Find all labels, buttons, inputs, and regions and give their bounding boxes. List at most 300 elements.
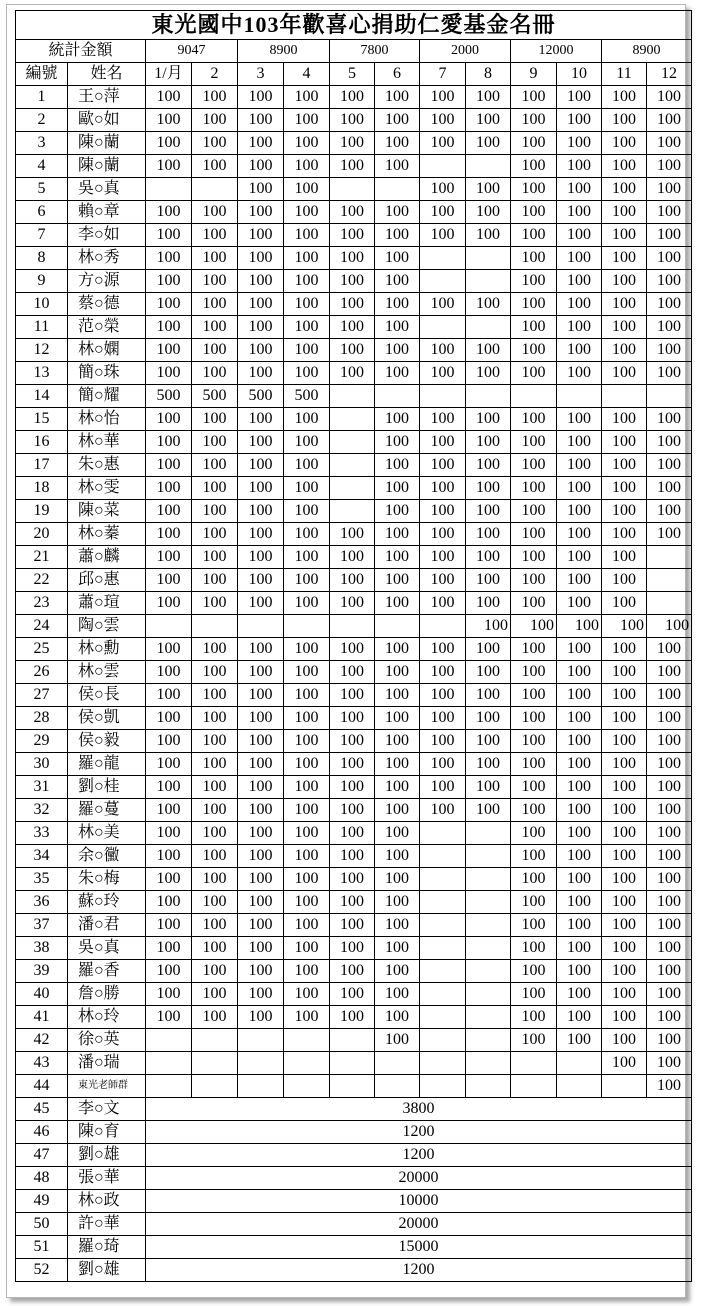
header-month: 5 <box>330 63 375 86</box>
month-amount <box>146 1075 192 1098</box>
month-amount: 100 <box>557 86 602 109</box>
month-amount: 100 <box>146 362 192 385</box>
month-amount: 100 <box>238 500 284 523</box>
month-amount: 100 <box>330 132 375 155</box>
month-amount: 100 <box>330 1006 375 1029</box>
month-amount: 100 <box>284 638 330 661</box>
month-amount: 100 <box>330 155 375 178</box>
donor-row <box>16 385 692 408</box>
month-amount: 100 <box>238 730 284 753</box>
month-amount: 100 <box>238 684 284 707</box>
donor-name: 蔡○德 <box>68 293 146 316</box>
row-number: 49 <box>16 1190 68 1213</box>
month-amount: 100 <box>557 201 602 224</box>
month-amount: 100 <box>284 684 330 707</box>
month-amount: 100 <box>238 316 284 339</box>
row-number: 28 <box>16 707 68 730</box>
month-amount: 100 <box>375 960 420 983</box>
month-amount: 100 <box>511 109 557 132</box>
month-amount: 100 <box>375 523 420 546</box>
month-amount <box>330 615 375 638</box>
month-amount <box>375 1075 420 1098</box>
donor-name: 詹○勝 <box>68 983 146 1006</box>
month-amount: 100 <box>420 592 466 615</box>
donor-name: 徐○英 <box>68 1029 146 1052</box>
month-amount: 100 <box>557 707 602 730</box>
row-number: 13 <box>16 362 68 385</box>
month-amount: 100 <box>511 362 557 385</box>
month-amount <box>557 1052 602 1075</box>
month-amount: 100 <box>602 316 647 339</box>
month-amount: 100 <box>375 914 420 937</box>
donor-name: 張○華 <box>68 1167 146 1190</box>
header-month: 7 <box>420 63 466 86</box>
month-amount: 100 <box>330 316 375 339</box>
donor-name: 朱○惠 <box>68 454 146 477</box>
month-amount: 100 <box>466 730 511 753</box>
month-amount: 100 <box>647 1029 692 1052</box>
donor-name: 潘○君 <box>68 914 146 937</box>
month-amount: 100 <box>420 661 466 684</box>
month-amount: 100 <box>375 983 420 1006</box>
month-amount: 100 <box>557 776 602 799</box>
lump-amount: 1200 <box>146 1144 692 1167</box>
month-amount: 100 <box>466 707 511 730</box>
month-amount: 100 <box>146 454 192 477</box>
month-amount: 100 <box>146 983 192 1006</box>
donor-name: 林○政 <box>68 1190 146 1213</box>
month-amount: 100 <box>420 477 466 500</box>
month-amount: 100 <box>238 477 284 500</box>
month-amount: 100 <box>647 822 692 845</box>
month-amount <box>466 937 511 960</box>
month-amount: 100 <box>420 684 466 707</box>
month-amount: 100 <box>146 86 192 109</box>
donor-row <box>16 845 692 868</box>
month-amount: 100 <box>375 937 420 960</box>
month-amount: 100 <box>466 546 511 569</box>
month-amount: 100 <box>466 753 511 776</box>
month-amount <box>466 1052 511 1075</box>
month-amount: 100 <box>330 983 375 1006</box>
donor-row <box>16 983 692 1006</box>
month-amount: 100 <box>647 247 692 270</box>
month-amount: 100 <box>557 960 602 983</box>
row-number: 33 <box>16 822 68 845</box>
month-amount: 100 <box>420 546 466 569</box>
month-amount: 100 <box>330 592 375 615</box>
donor-name: 邱○惠 <box>68 569 146 592</box>
month-amount <box>647 592 692 615</box>
month-amount: 100 <box>146 500 192 523</box>
donor-name: 簡○耀 <box>68 385 146 408</box>
header-name: 姓名 <box>68 63 146 86</box>
donor-row <box>16 684 692 707</box>
totals-label: 統計金額 <box>16 40 146 63</box>
month-amount <box>420 615 466 638</box>
row-number: 31 <box>16 776 68 799</box>
month-amount: 100 <box>557 1029 602 1052</box>
month-amount: 100 <box>192 684 238 707</box>
month-amount: 100 <box>511 86 557 109</box>
month-amount: 100 <box>602 661 647 684</box>
total-cell: 8900 <box>238 40 330 63</box>
row-number: 52 <box>16 1259 68 1282</box>
donor-name: 李○如 <box>68 224 146 247</box>
month-amount <box>420 983 466 1006</box>
month-amount: 100 <box>284 293 330 316</box>
donor-row <box>16 523 692 546</box>
month-amount: 100 <box>146 201 192 224</box>
month-amount: 100 <box>238 592 284 615</box>
month-amount: 100 <box>146 638 192 661</box>
donor-name: 陳○菜 <box>68 500 146 523</box>
month-amount: 100 <box>602 638 647 661</box>
month-amount: 500 <box>192 385 238 408</box>
month-amount <box>420 937 466 960</box>
month-amount: 100 <box>284 132 330 155</box>
month-amount <box>330 1075 375 1098</box>
month-amount <box>284 1075 330 1098</box>
donor-name: 劉○雄 <box>68 1144 146 1167</box>
month-amount <box>602 1075 647 1098</box>
donor-name: 林○勳 <box>68 638 146 661</box>
month-amount: 100 <box>466 224 511 247</box>
month-amount: 100 <box>647 707 692 730</box>
header-month: 11 <box>602 63 647 86</box>
month-amount: 100 <box>602 891 647 914</box>
month-amount <box>192 1075 238 1098</box>
month-amount: 100 <box>192 753 238 776</box>
month-amount: 100 <box>375 776 420 799</box>
donor-name: 東光老師群 <box>68 1075 146 1098</box>
month-amount: 100 <box>238 454 284 477</box>
month-amount: 100 <box>192 155 238 178</box>
month-amount: 100 <box>557 569 602 592</box>
month-amount: 100 <box>420 799 466 822</box>
month-amount: 100 <box>330 891 375 914</box>
month-amount: 100 <box>647 293 692 316</box>
month-amount <box>330 178 375 201</box>
month-amount: 100 <box>375 500 420 523</box>
month-amount: 100 <box>238 293 284 316</box>
donor-name: 羅○琦 <box>68 1236 146 1259</box>
donor-row <box>16 891 692 914</box>
month-amount: 100 <box>557 684 602 707</box>
month-amount <box>420 1029 466 1052</box>
month-amount: 100 <box>375 224 420 247</box>
month-amount: 100 <box>375 661 420 684</box>
month-amount <box>146 178 192 201</box>
month-amount: 100 <box>192 914 238 937</box>
month-amount <box>284 615 330 638</box>
month-amount: 100 <box>647 155 692 178</box>
month-amount: 100 <box>284 431 330 454</box>
row-number: 12 <box>16 339 68 362</box>
month-amount <box>420 1006 466 1029</box>
month-amount <box>466 868 511 891</box>
month-amount: 100 <box>511 960 557 983</box>
month-amount: 100 <box>375 132 420 155</box>
month-amount: 100 <box>557 615 602 638</box>
month-amount: 100 <box>375 845 420 868</box>
month-amount: 100 <box>647 1052 692 1075</box>
donor-name: 賴○章 <box>68 201 146 224</box>
donor-row <box>16 776 692 799</box>
month-amount: 100 <box>602 868 647 891</box>
row-number: 44 <box>16 1075 68 1098</box>
month-amount: 100 <box>602 960 647 983</box>
donor-name: 林○怡 <box>68 408 146 431</box>
month-amount: 100 <box>146 1006 192 1029</box>
month-amount: 100 <box>192 1006 238 1029</box>
month-amount: 100 <box>466 201 511 224</box>
month-amount: 100 <box>466 362 511 385</box>
month-amount <box>192 615 238 638</box>
month-amount <box>420 960 466 983</box>
donor-row <box>16 753 692 776</box>
row-number: 48 <box>16 1167 68 1190</box>
month-amount: 100 <box>557 661 602 684</box>
month-amount: 100 <box>375 477 420 500</box>
donor-row <box>16 477 692 500</box>
month-amount: 100 <box>557 891 602 914</box>
month-amount: 100 <box>238 155 284 178</box>
month-amount: 100 <box>192 109 238 132</box>
row-number: 24 <box>16 615 68 638</box>
month-amount: 100 <box>192 638 238 661</box>
month-amount: 100 <box>602 201 647 224</box>
month-amount: 100 <box>284 569 330 592</box>
month-amount: 100 <box>557 592 602 615</box>
month-amount: 100 <box>511 454 557 477</box>
month-amount: 100 <box>375 569 420 592</box>
header-month: 1/月 <box>146 63 192 86</box>
month-amount <box>466 247 511 270</box>
month-amount: 100 <box>420 431 466 454</box>
donor-name: 陳○育 <box>68 1121 146 1144</box>
row-number: 51 <box>16 1236 68 1259</box>
month-amount: 100 <box>420 86 466 109</box>
month-amount: 100 <box>557 339 602 362</box>
month-amount: 100 <box>557 362 602 385</box>
month-amount: 100 <box>602 592 647 615</box>
month-amount: 100 <box>284 477 330 500</box>
month-amount: 100 <box>375 638 420 661</box>
total-cell: 9047 <box>146 40 238 63</box>
month-amount: 100 <box>511 316 557 339</box>
month-amount: 500 <box>238 385 284 408</box>
month-amount: 100 <box>602 178 647 201</box>
donor-name: 朱○梅 <box>68 868 146 891</box>
donor-row <box>16 661 692 684</box>
month-amount: 100 <box>511 753 557 776</box>
month-amount: 100 <box>466 408 511 431</box>
month-amount: 100 <box>420 201 466 224</box>
lump-donor-row <box>16 1236 692 1259</box>
donor-row <box>16 247 692 270</box>
month-amount: 100 <box>146 132 192 155</box>
ledger-title: 東光國中103年歡喜心捐助仁愛基金名冊 <box>16 11 692 40</box>
month-amount: 500 <box>284 385 330 408</box>
month-amount <box>511 385 557 408</box>
donor-name: 吳○真 <box>68 937 146 960</box>
month-amount: 100 <box>284 937 330 960</box>
row-number: 11 <box>16 316 68 339</box>
lump-donor-row <box>16 1121 692 1144</box>
month-amount: 100 <box>647 661 692 684</box>
month-amount: 100 <box>647 868 692 891</box>
header-month: 8 <box>466 63 511 86</box>
donor-row <box>16 224 692 247</box>
donor-name: 吳○真 <box>68 178 146 201</box>
month-amount <box>238 1052 284 1075</box>
month-amount: 100 <box>238 546 284 569</box>
month-amount: 100 <box>466 776 511 799</box>
month-amount: 100 <box>557 247 602 270</box>
month-amount: 100 <box>511 707 557 730</box>
month-amount: 100 <box>238 247 284 270</box>
month-amount: 100 <box>375 592 420 615</box>
month-amount: 100 <box>238 661 284 684</box>
month-amount: 100 <box>420 224 466 247</box>
month-amount: 100 <box>466 569 511 592</box>
row-number: 26 <box>16 661 68 684</box>
month-amount: 100 <box>511 155 557 178</box>
month-amount: 100 <box>146 339 192 362</box>
month-amount: 100 <box>420 753 466 776</box>
donor-row <box>16 86 692 109</box>
donor-row <box>16 293 692 316</box>
month-amount: 100 <box>647 109 692 132</box>
month-amount: 100 <box>330 523 375 546</box>
month-amount: 100 <box>420 454 466 477</box>
month-amount <box>330 500 375 523</box>
donor-name: 林○雯 <box>68 477 146 500</box>
month-amount: 100 <box>192 454 238 477</box>
row-number: 43 <box>16 1052 68 1075</box>
month-amount: 100 <box>420 362 466 385</box>
month-amount: 100 <box>420 523 466 546</box>
month-amount: 100 <box>238 224 284 247</box>
month-amount: 100 <box>192 224 238 247</box>
month-amount: 100 <box>602 730 647 753</box>
month-amount: 100 <box>192 661 238 684</box>
donor-name: 侯○長 <box>68 684 146 707</box>
month-amount: 100 <box>647 477 692 500</box>
month-amount: 100 <box>557 822 602 845</box>
month-amount: 100 <box>238 960 284 983</box>
month-amount <box>330 477 375 500</box>
row-number: 30 <box>16 753 68 776</box>
month-amount: 100 <box>511 546 557 569</box>
month-amount: 100 <box>647 799 692 822</box>
month-amount: 100 <box>192 500 238 523</box>
month-amount: 100 <box>647 431 692 454</box>
month-amount: 100 <box>146 868 192 891</box>
month-amount: 100 <box>602 362 647 385</box>
month-amount: 100 <box>557 293 602 316</box>
donor-row <box>16 362 692 385</box>
lump-amount: 1200 <box>146 1259 692 1282</box>
row-number: 27 <box>16 684 68 707</box>
month-amount <box>466 1029 511 1052</box>
month-amount: 100 <box>602 1052 647 1075</box>
month-amount <box>420 247 466 270</box>
row-number: 38 <box>16 937 68 960</box>
month-amount <box>420 914 466 937</box>
month-amount: 100 <box>602 1006 647 1029</box>
month-amount: 100 <box>146 960 192 983</box>
donor-name: 范○榮 <box>68 316 146 339</box>
donor-name: 蕭○麟 <box>68 546 146 569</box>
month-amount: 100 <box>511 868 557 891</box>
donor-name: 蕭○瑄 <box>68 592 146 615</box>
total-cell: 12000 <box>511 40 602 63</box>
month-amount: 100 <box>330 339 375 362</box>
month-amount <box>466 270 511 293</box>
month-amount: 100 <box>511 1006 557 1029</box>
month-amount: 100 <box>511 776 557 799</box>
month-amount <box>192 178 238 201</box>
donor-name: 林○華 <box>68 431 146 454</box>
month-amount: 100 <box>375 753 420 776</box>
donor-row <box>16 546 692 569</box>
row-number: 29 <box>16 730 68 753</box>
month-amount: 100 <box>238 891 284 914</box>
month-amount: 100 <box>146 730 192 753</box>
month-amount: 100 <box>330 707 375 730</box>
month-amount: 100 <box>284 891 330 914</box>
month-amount: 100 <box>466 638 511 661</box>
month-amount: 100 <box>602 454 647 477</box>
donor-row <box>16 454 692 477</box>
month-amount: 100 <box>602 845 647 868</box>
month-amount: 100 <box>647 891 692 914</box>
month-amount: 100 <box>146 592 192 615</box>
month-amount: 100 <box>511 615 557 638</box>
month-amount: 100 <box>647 638 692 661</box>
month-amount <box>284 1052 330 1075</box>
month-amount <box>420 270 466 293</box>
month-amount: 100 <box>557 109 602 132</box>
month-amount: 100 <box>647 960 692 983</box>
month-amount: 100 <box>647 500 692 523</box>
month-amount: 100 <box>330 960 375 983</box>
month-amount: 100 <box>146 569 192 592</box>
month-amount: 100 <box>375 454 420 477</box>
month-amount: 100 <box>511 500 557 523</box>
month-amount: 100 <box>511 684 557 707</box>
month-amount: 100 <box>511 845 557 868</box>
month-amount: 100 <box>146 247 192 270</box>
month-amount: 100 <box>511 799 557 822</box>
month-amount: 100 <box>647 845 692 868</box>
month-amount: 100 <box>238 822 284 845</box>
month-amount: 100 <box>511 891 557 914</box>
month-amount <box>330 1029 375 1052</box>
month-amount: 100 <box>146 408 192 431</box>
donor-name: 林○秀 <box>68 247 146 270</box>
month-amount <box>557 1075 602 1098</box>
month-amount: 100 <box>284 339 330 362</box>
month-amount: 100 <box>466 799 511 822</box>
month-amount: 100 <box>330 247 375 270</box>
row-number: 35 <box>16 868 68 891</box>
month-amount: 100 <box>647 86 692 109</box>
total-cell: 7800 <box>330 40 420 63</box>
month-amount: 100 <box>647 684 692 707</box>
